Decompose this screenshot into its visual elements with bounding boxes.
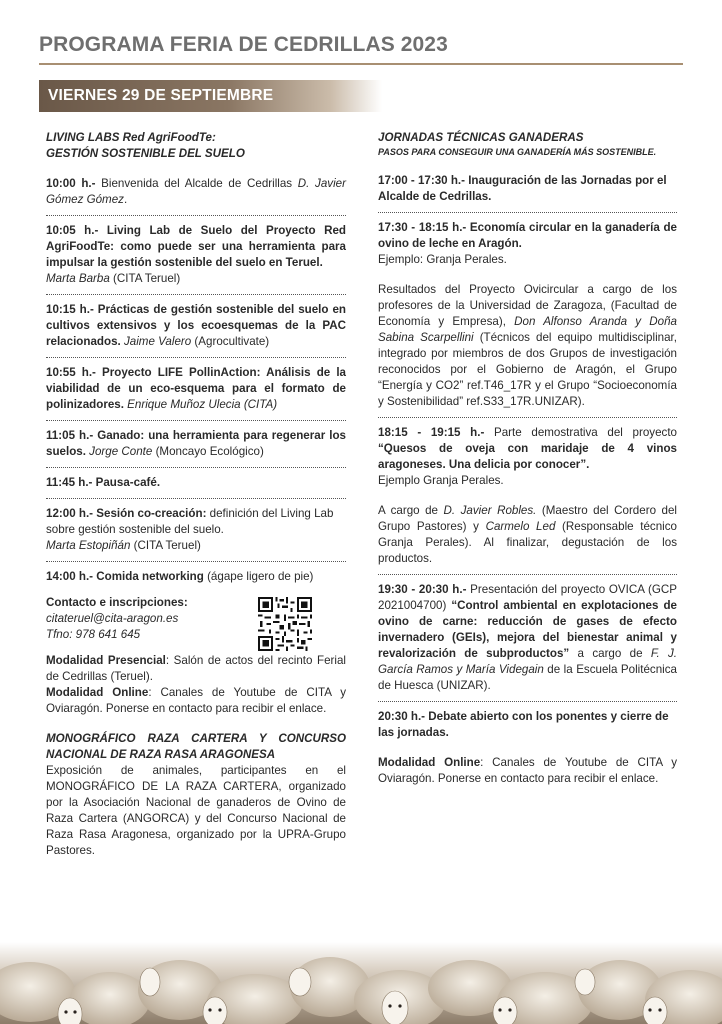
example-text: Ejemplo: Granja Perales. — [378, 253, 507, 266]
dotted-divider — [378, 212, 677, 213]
example-text: Ejemplo Granja Perales. — [378, 474, 504, 487]
description-text: Resultados del Proyecto Ovicircular a cargo de los profesores de la Universidad de Zaragoza, (Facultad de Economía y Empresa), Don Alfonso Aranda y Doña Sabina Scarpellini (Técnicos del equipo multidisciplinar, integrado por miembros de dos Grupos de investigación reconocidos por el Gobierno de Aragón, el Grupo “Energía y CO2” ref.T46_17R y el Grupo “Socioeconomía y Sostenibilidad” ref.S33_17R.UNIZAR). — [378, 283, 677, 408]
schedule-item: 20:30 h.- Debate abierto con los ponentes y cierre de las jornadas. — [378, 710, 669, 739]
contact-block — [46, 595, 346, 643]
title-divider — [39, 63, 683, 65]
dotted-divider — [46, 294, 346, 295]
dotted-divider — [46, 420, 346, 421]
contact-email[interactable]: citateruel@cita-aragon.es — [46, 612, 179, 625]
dotted-divider — [378, 417, 677, 418]
schedule-item: 10:15 h.- Prácticas de gestión sostenible del suelo en cultivos extensivos y los ecoesquemas de la PAC relacionados. Jaime Valero (Agrocultivate) — [46, 303, 346, 348]
modalidad-presencial: Modalidad Presencial: Salón de actos del recinto Ferial de Cedrillas (Teruel). — [46, 654, 346, 683]
schedule-item: 14:00 h.- Comida networking (ágape ligero de pie) — [46, 570, 314, 583]
sheep-flock-photo — [0, 942, 722, 1024]
modalidad-online: Modalidad Online: Canales de Youtube de CITA y Oviaragón. Ponerse en contacto para recibir el enlace. — [46, 686, 347, 715]
schedule-item: 11:05 h.- Ganado: una herramienta para regenerar los suelos. Jorge Conte (Moncayo Ecológico) — [46, 429, 346, 458]
contact-phone: Tfno: 978 641 645 — [46, 628, 141, 641]
dotted-divider — [46, 357, 346, 358]
monografico-text: Exposición de animales, participantes en el MONOGRÁFICO DE LA RAZA CARTERA, organizado por la Asociación Nacional de ganaderos de Ovino de Raza Cartera (ANGORCA) y del Concurso Nacional de Raza Rasa Aragonesa, organizado por la UPRA-Grupo Pastores. — [46, 764, 346, 857]
section-title: LIVING LABS Red AgriFoodTe: — [46, 131, 216, 144]
schedule-item: 10:00 h.- Bienvenida del Alcalde de Cedrillas D. Javier Gómez Gómez. — [46, 177, 346, 206]
day-banner-label: VIERNES 29 DE SEPTIEMBRE — [48, 87, 274, 104]
section-subtitle: GESTIÓN SOSTENIBLE DEL SUELO — [46, 147, 245, 160]
schedule-item: 17:30 - 18:15 h.- Economía circular en la ganadería de ovino de leche en Aragón. — [378, 221, 677, 250]
contact-label: Contacto e inscripciones: — [46, 596, 188, 609]
schedule-item: 10:05 h.- Living Lab de Suelo del Proyecto Red AgriFoodTe: como puede ser una herramienta para impulsar la gestión sostenible del suelo en Teruel. Marta Barba (CITA Teruel) — [46, 224, 346, 285]
dotted-divider — [46, 498, 346, 499]
schedule-item: 19:30 - 20:30 h.- Presentación del proyecto OVICA (GCP 2021004700) “Control ambiental en explotaciones de ovino de carne: reducción de gases de efecto invernadero (GEIs), mejora del bienestar animal y revalorización de subproductos” a cargo de F. J. García Ramos y María Videgain de la Escuela Politécnica de Huesca (UNIZAR). — [378, 583, 678, 692]
left-column — [46, 130, 346, 859]
page-title: PROGRAMA FERIA DE CEDRILLAS 2023 — [39, 33, 448, 56]
schedule-item: 18:15 - 19:15 h.- Parte demostrativa del proyecto “Quesos de oveja con maridaje de 4 vinos aragoneses. Una delicia por conocer”. — [378, 426, 677, 471]
dotted-divider — [378, 574, 677, 575]
schedule-item: 11:45 h.- Pausa-café. — [46, 476, 161, 489]
modalidad-online: Modalidad Online: Canales de Youtube de CITA y Oviaragón. Ponerse en contacto para recibir el enlace. — [378, 756, 677, 785]
schedule-item: 17:00 - 17:30 h.- Inauguración de las Jornadas por el Alcalde de Cedrillas. — [378, 174, 667, 203]
dotted-divider — [46, 215, 346, 216]
dotted-divider — [46, 561, 346, 562]
right-column — [378, 130, 677, 787]
schedule-item: 10:55 h.- Proyecto LIFE PollinAction: Análisis de la viabilidad de un eco-esquema para el formato de polinizadores. Enrique Muñoz Ulecia (CITA) — [46, 366, 346, 411]
description-text: A cargo de D. Javier Robles. (Maestro del Cordero del Grupo Pastores) y Carmelo Led (Responsable técnico Granja Perales). Al finalizar, degustación de los productos. — [378, 504, 677, 565]
section-title: JORNADAS TÉCNICAS GANADERAS — [378, 131, 584, 144]
monografico-title: MONOGRÁFICO RAZA CARTERA Y CONCURSO NACIONAL DE RAZA RASA ARAGONESA — [46, 732, 346, 761]
schedule-item: 12:00 h.- Sesión co-creación: definición del Living Lab sobre gestión sostenible del suelo. Marta Estopiñán (CITA Teruel) — [46, 507, 334, 552]
qr-code-icon — [258, 597, 312, 651]
section-subtitle: PASOS PARA CONSEGUIR UNA GANADERÍA MÁS SOSTENIBLE. — [378, 147, 657, 157]
day-banner — [39, 80, 382, 112]
dotted-divider — [46, 467, 346, 468]
dotted-divider — [378, 701, 677, 702]
